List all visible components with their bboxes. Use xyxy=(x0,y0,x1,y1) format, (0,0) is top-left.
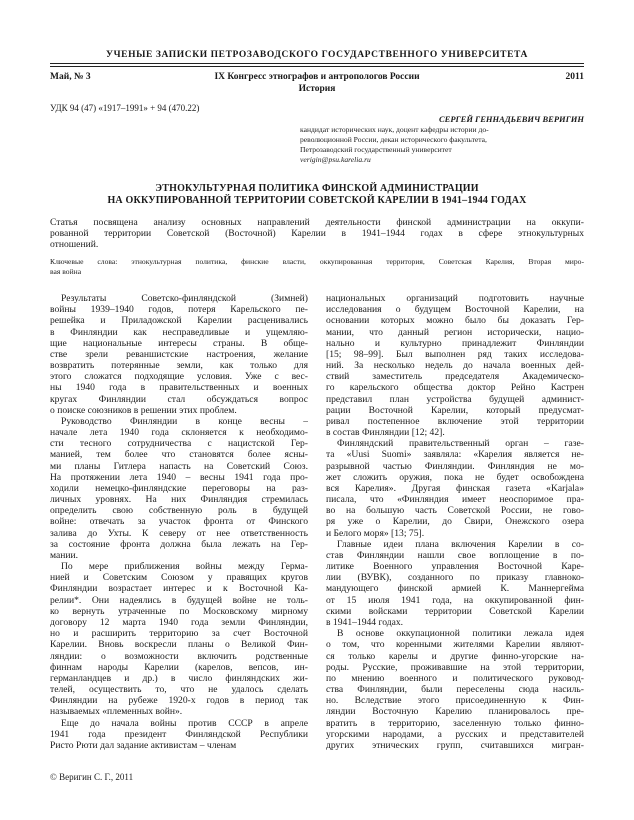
body-text-line: Финляндии на рубеже 1920-х годов в период так xyxy=(50,695,308,707)
header-rule-bottom xyxy=(50,66,584,67)
body-text-line: Руководство Финляндии в конце весны – xyxy=(61,415,308,427)
body-text-line: ся только карелы и другие финно-угорские на- xyxy=(326,650,584,662)
body-text-line: На протяжении лета 1940 – весны 1941 года про- xyxy=(50,471,308,483)
body-text-line: договору 12 марта 1940 года земли Финляндии, xyxy=(50,616,308,628)
body-text-line: лии (ВУВК), созданного по приказу главноко- xyxy=(326,572,584,584)
body-text-line: Ристо Рюти дал задание активистам – членам xyxy=(50,739,237,751)
body-text-line: мандующего финской армией К. Маннергейма xyxy=(326,583,584,595)
body-text-line: ми планы Гитлера напасть на Советский Союз. xyxy=(50,460,308,472)
body-text-line: вратить в территорию, заселенную только финно- xyxy=(326,717,584,729)
body-text-line: По мере приближения войны между Герма- xyxy=(61,561,308,573)
body-text-line: нально и культурно принадлежит Финляндии xyxy=(326,337,584,349)
body-text-line: релии*. Они надеялись в будущей войне не толь- xyxy=(50,594,308,606)
body-text-line: войне: отвечать за участок фронта от Финского xyxy=(50,516,308,528)
author-affiliation-line: революционной России, декан исторического факультета, xyxy=(300,135,487,144)
article-title-line: НА ОККУПИРОВАННОЙ ТЕРРИТОРИИ СОВЕТСКОЙ КАРЕЛИИ В 1941–1944 ГОДАХ xyxy=(107,194,527,206)
body-text-line: ря уже о Карелии, до Свири, Онежского озера xyxy=(326,516,584,528)
body-text-line: Карелии. Вновь воскресли планы о Великой Фин- xyxy=(50,639,308,651)
body-text-line: войны 1939–1940 годов, потеря Карельского пе- xyxy=(50,304,308,316)
body-text-line: ходили немецко-финляндские переговоры на раз- xyxy=(50,482,308,494)
abstract xyxy=(50,217,584,251)
body-text-line: о том, что коренными жителями Карелии являют- xyxy=(326,639,584,651)
body-text-line: залива до Ухты. К северу от нее ответственность xyxy=(50,527,308,539)
body-text-line: [15; 98–99]. Был выполнен ряд таких исследова- xyxy=(326,348,584,360)
body-text-line: Финляндии возрастает интерес и к Восточной Ка- xyxy=(50,583,308,595)
body-text-line: скими войсками территории Советской Карелии xyxy=(326,605,584,617)
body-text-line: манией, тем более что становятся более ясны- xyxy=(50,449,308,461)
left-column xyxy=(50,293,308,751)
body-text-line: начале лета 1940 года склоняется к необходимо- xyxy=(50,427,308,439)
body-text-line: мании, что данный регион исторически, нацио- xyxy=(326,326,584,338)
body-text-line: называемых «племенных войн». xyxy=(50,706,183,718)
body-text-line: в Финляндии как несправедливые и ущемляю- xyxy=(50,326,308,338)
body-text-line: исследования о будущем Восточной Карелии, на xyxy=(326,304,584,316)
body-text-line: угорскими народами, а русских и представителей xyxy=(326,728,584,740)
body-text-line: национальных организаций подготовить научные xyxy=(326,293,584,304)
body-text-line: представил план устройства будущей админист- xyxy=(326,393,584,405)
body-text-line: телей, осуществить то, что не удалось сделать xyxy=(50,684,308,696)
article-title-line: ЭТНОКУЛЬТУРНАЯ ПОЛИТИКА ФИНСКОЙ АДМИНИСТРАЦИИ xyxy=(155,183,479,194)
body-text-line: финнам народы Карелии (карелов, вепсов, ин- xyxy=(50,661,308,673)
author-block xyxy=(300,114,584,165)
body-text-line: писала, что «Финляндия имеет неоспоримое пра- xyxy=(326,494,584,506)
body-text-line: Результаты Советско-финляндской (Зимней) xyxy=(61,293,308,304)
section-name: История xyxy=(298,84,336,94)
body-text-line: ства Финляндии, были переселены сюда насиль- xyxy=(326,684,584,696)
author-affiliation-line: Петрозаводский государственный университет xyxy=(300,145,452,154)
body-text-line: Главные идеи плана включения Карелии в со- xyxy=(337,538,584,550)
body-text-line: ляндии Восточную Карелию планировалось пре- xyxy=(326,706,584,718)
body-text-line: В основе оккупационной политики лежала идея xyxy=(337,628,584,640)
copyright: © Веригин С. Г., 2011 xyxy=(50,772,134,782)
body-text-line: литике Военного управления Восточной Каре- xyxy=(326,561,584,573)
congress-name: IX Конгресс этнографов и антропологов России xyxy=(214,72,420,82)
body-text-line: роды. Русские, проживавшие на этой территории, xyxy=(326,661,584,673)
body-text-line: го карельского общества доктор Рейно Кастрен xyxy=(326,382,584,394)
body-text-line: возвратить потерянные земли, как только для xyxy=(50,360,308,372)
right-column xyxy=(326,293,584,751)
body-text-line: других этнических групп, считавшихся мигран- xyxy=(326,739,584,751)
body-text-line: та «Uusi Suomi» заявляла: «Карелия является не- xyxy=(326,449,584,461)
body-text-line: стве зрели реваншистские настроения, желание xyxy=(50,348,308,360)
body-text-line: жет сложить оружия, пока не будет освобождена xyxy=(326,471,584,483)
keywords-line: Ключевые слова: этнокультурная политика, финские власти, оккупированная территория, Советская Карелия, Вторая миро- xyxy=(50,257,584,266)
body-text-line: став Финляндии нашли свое воплощение в по- xyxy=(326,549,584,561)
body-text-line: личных уровнях. На них Финляндия стремилась xyxy=(50,494,308,506)
body-text-line: основании которых можно было бы доказать Гер- xyxy=(326,315,584,327)
body-text-line: решейка и Приладожской Карелии расценивались xyxy=(50,315,308,327)
udk-code: УДК 94 (47) «1917–1991» + 94 (470.22) xyxy=(50,103,200,113)
body-text-line: во на большую часть Советской России, не гово- xyxy=(326,505,584,517)
body-text-line: Финляндский правительственный орган – газе- xyxy=(337,438,584,450)
body-text-line: этого сложатся подходящие условия. Уже с вес- xyxy=(50,371,308,383)
body-text-line: ривал постепенное включение этой территории xyxy=(326,415,584,427)
body-text-line: рации Восточной Карелии, который предусмат- xyxy=(326,404,584,416)
keywords xyxy=(50,257,584,276)
body-text-line: ствий заместитель председателя Академическо- xyxy=(326,371,584,383)
body-text-line: по мнению военного и политического руковод- xyxy=(326,672,584,684)
body-text-line: ний. За несколько недель до начала военных дей- xyxy=(326,360,584,372)
body-text-line: от 15 июля 1941 года, на оккупированной фин- xyxy=(326,594,584,606)
body-text-line: но и расширить территорию за счет Восточной xyxy=(50,628,308,640)
body-text-line: о поиске союзников в решении этих проблем. xyxy=(50,404,237,416)
body-text-line: Еще до начала войны против СССР в апреле xyxy=(61,717,308,729)
body-text-line: определить свою собственную роль в будущей xyxy=(50,505,308,517)
journal-title: УЧЕНЫЕ ЗАПИСКИ ПЕТРОЗАВОДСКОГО ГОСУДАРСТВЕННОГО УНИВЕРСИТЕТА xyxy=(106,50,528,60)
body-text-line: нией и Советским Союзом у правящих кругов xyxy=(50,572,308,584)
body-text-line: щие национальные интересы страны. В обще- xyxy=(50,337,308,349)
author-affiliation-line: кандидат исторических наук, доцент кафедры истории до- xyxy=(300,125,489,134)
body-text-line: кругах Финляндии стал обсуждаться вопрос xyxy=(50,393,308,405)
body-text-line: разрывной частью Финляндии. Финляндия не мо- xyxy=(326,460,584,472)
article-title xyxy=(50,183,584,206)
abstract-line: рованной территории Советской (Восточной) Карелии в 1941–1944 годах в сфере этнокультурных xyxy=(50,228,584,240)
abstract-line: отношений. xyxy=(50,239,99,251)
body-text-line: в состав Финляндии [12; 42]. xyxy=(326,427,445,439)
author-email[interactable]: verigin@psu.karelia.ru xyxy=(300,155,371,164)
issue-number: Май, № 3 xyxy=(50,72,91,82)
body-text-line: сти тесного сотрудничества с нацистской Гер- xyxy=(50,438,308,450)
body-text-line: ко вернуть утраченные по Московскому мирному xyxy=(50,605,308,617)
keywords-line: вая война xyxy=(50,266,82,276)
abstract-line: Статья посвящена анализу основных направлений деятельности финской администрации на оккупи- xyxy=(50,217,584,228)
body-text-line: 1941 года президент Финляндской Республики xyxy=(50,728,308,740)
body-text-line: вся Карелия». Другая финская газета «Karjala» xyxy=(326,482,584,494)
body-text-line: и Белого моря» [13; 75]. xyxy=(326,527,425,539)
body-text-line: в 1941–1944 годах. xyxy=(326,616,404,628)
author-name: СЕРГЕЙ ГЕННАДЬЕВИЧ ВЕРИГИН xyxy=(438,114,584,124)
body-text-line: за состояние фронта должна была лежать на Гер- xyxy=(50,538,308,550)
issue-year: 2011 xyxy=(565,72,584,82)
body-text-line: но. Вследствие этого присоединенную к Фин- xyxy=(326,695,584,707)
body-text-line: мании. xyxy=(50,549,79,561)
body-text-line: германландцев и др.) в число финляндских жи- xyxy=(50,672,308,684)
header-rule-top xyxy=(50,63,584,64)
body-text-line: ляндии: о возможности включить родственные xyxy=(50,650,308,662)
body-text-line: ны 1940 года в правительственных и военных xyxy=(50,382,308,394)
